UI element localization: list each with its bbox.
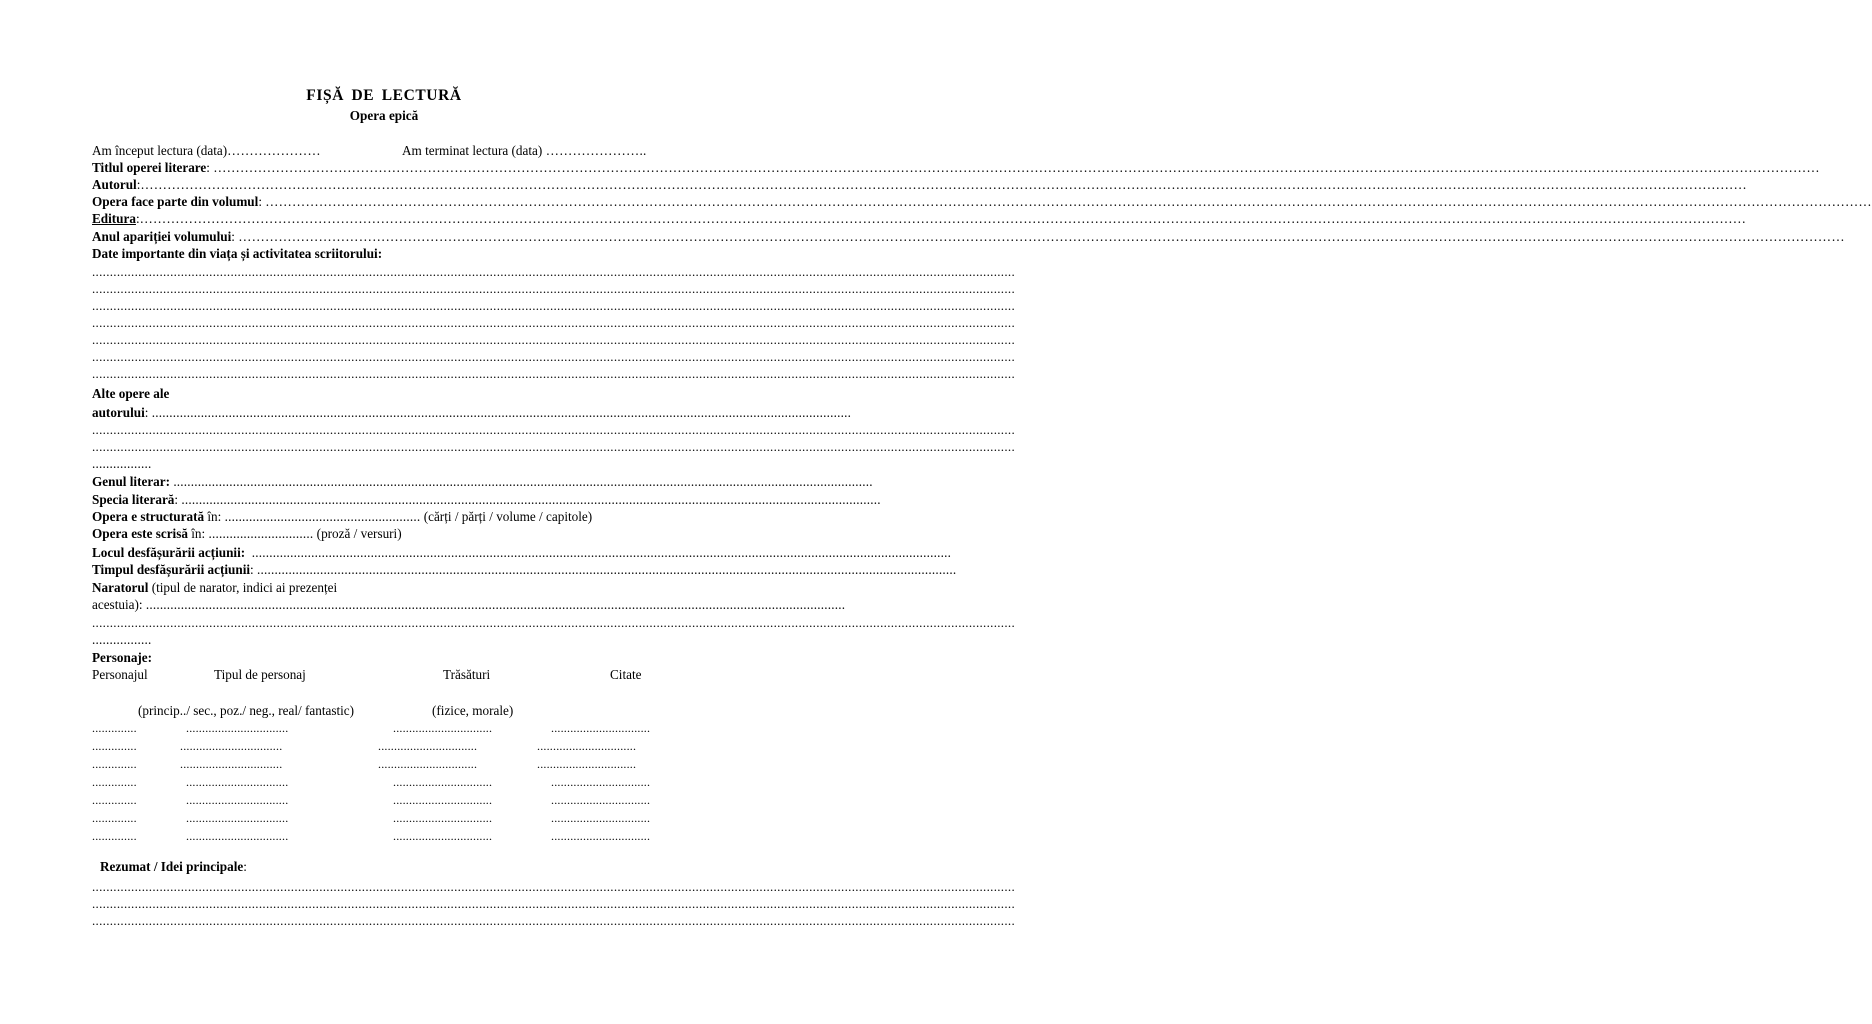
genre-label: Genul literar: [92, 474, 171, 489]
character-cell[interactable]: .............. [92, 739, 137, 753]
narrator-short-field[interactable]: ................. [92, 632, 152, 647]
quote-cell[interactable]: ............................... [551, 721, 651, 735]
narrator-label: Naratorul [92, 580, 149, 595]
traits-cell[interactable]: ............................... [393, 829, 493, 843]
author-field[interactable]: ……………………………………………………………………………………………………………………………………………………………………………………………………………………………………………………………………………………………………………………………… [140, 177, 1747, 192]
quote-cell[interactable]: ............................... [551, 775, 651, 789]
type-hint: (princip../ sec., poz./ neg., real/ fantastic) [138, 703, 355, 718]
column-traits: Trăsături [443, 667, 491, 682]
other-works-line: autorului: ........................................................................................................................................................................................................ [92, 405, 852, 420]
structure-line [92, 509, 592, 525]
traits-cell[interactable]: ............................... [393, 811, 493, 825]
quote-cell[interactable]: ............................... [551, 811, 651, 825]
type-cell[interactable]: ................................ [180, 739, 283, 753]
summary-heading: Rezumat / Idei principale: [100, 859, 247, 874]
traits-cell[interactable]: ............................... [393, 793, 493, 807]
end-date-label: Am terminat lectura (data) [402, 143, 543, 158]
written-hint: (proză / versuri) [313, 526, 402, 541]
structure-in: în: [204, 509, 225, 524]
species-label: Specia literară [92, 492, 175, 507]
year-label: Anul apariției volumului [92, 229, 232, 244]
written-in: în: [187, 526, 209, 541]
page-title: FIȘĂ DE LECTURĂ [306, 87, 462, 104]
written-label: Opera este scrisă [92, 526, 188, 541]
other-works-field[interactable]: ........................................................................................................................................................................................................ [151, 405, 852, 420]
narrator-extra-line[interactable]: .................................................................................................................................................................................................................................................................... [92, 615, 1015, 630]
bio-line[interactable]: .................................................................................................................................................................................................................................................................... [92, 264, 1015, 279]
summary-line[interactable]: .................................................................................................................................................................................................................................................................... [92, 896, 1015, 911]
title-field[interactable]: ……………………………………………………………………………………………………………………………………………………………………………………………………………………………………………………………………………………………………………………………… [213, 160, 1820, 175]
author-line: Autorul:……………………………………………………………………………………………………………………………………………………………………………………………………………………………………………………………………………………………………………………………… [92, 177, 1747, 192]
structure-label: Opera e structurată [92, 509, 205, 524]
traits-cell[interactable]: ............................... [393, 775, 493, 789]
type-cell[interactable]: ................................ [186, 811, 289, 825]
other-works-label: Alte opere ale [92, 386, 170, 401]
volume-line: Opera face parte din volumul: ……………………………………………………………………………………………………………………………………………………………………………………………………………………………………………………………………………………………………………………………… [92, 194, 1872, 209]
bio-line[interactable]: .................................................................................................................................................................................................................................................................... [92, 298, 1015, 313]
genre-field[interactable]: ........................................................................................................................................................................................................ [173, 474, 873, 489]
traits-cell[interactable]: ............................... [378, 739, 478, 753]
quote-cell[interactable]: ............................... [551, 829, 651, 843]
quote-cell[interactable]: ............................... [537, 739, 637, 753]
year-line: Anul apariției volumului: ……………………………………………………………………………………………………………………………………………………………………………………………………………………………………………………………………………………………………………………………… [92, 229, 1845, 244]
quote-cell[interactable]: ............................... [537, 757, 637, 771]
bio-line[interactable]: .................................................................................................................................................................................................................................................................... [92, 332, 1015, 347]
character-cell[interactable]: .............. [92, 793, 137, 807]
summary-label: Rezumat / Idei principale [100, 859, 244, 874]
written-field[interactable]: .............................. [208, 526, 314, 541]
bio-heading [92, 246, 676, 262]
structure-hint: (cărți / părți / volume / capitole) [420, 509, 593, 524]
end-date-field[interactable]: ………………….. [542, 143, 647, 158]
bio-line[interactable]: .................................................................................................................................................................................................................................................................... [92, 281, 1015, 296]
start-date-field[interactable]: ………………… [227, 143, 321, 158]
character-cell[interactable]: .............. [92, 811, 137, 825]
traits-cell[interactable]: ............................... [393, 721, 493, 735]
written-line [92, 526, 402, 542]
narrator-short-line [92, 632, 151, 648]
title-label: Titlul operei literare [92, 160, 207, 175]
start-date-label: Am început lectura (data) [92, 143, 228, 158]
place-line [92, 545, 952, 561]
species-field[interactable]: ........................................................................................................................................................................................................ [181, 492, 881, 507]
character-cell[interactable]: .............. [92, 775, 137, 789]
narrator-field[interactable]: ........................................................................................................................................................................................................ [145, 597, 846, 612]
character-cell[interactable]: .............. [92, 721, 137, 735]
type-cell[interactable]: ................................ [186, 775, 289, 789]
species-line: Specia literară: ........................................................................................................................................................................................................ [92, 492, 881, 507]
narrator-line-2 [92, 597, 846, 613]
summary-line[interactable]: .................................................................................................................................................................................................................................................................... [92, 913, 1015, 928]
time-line: Timpul desfășurării acțiunii: ........................................................................................................................................................................................................ [92, 562, 957, 577]
publisher-label: Editura [92, 211, 136, 226]
traits-hint: (fizice, morale) [432, 703, 514, 718]
character-cell[interactable]: .............. [92, 829, 137, 843]
title-line: Titlul operei literare: ……………………………………………………………………………………………………………………………………………………………………………………………………………………………………………………………………………………………………………………………… [92, 160, 1820, 175]
bio-label: Date importante din viața și activitatea scriitorului: [92, 246, 383, 261]
column-quotes: Citate [610, 667, 642, 682]
type-cell[interactable]: ................................ [186, 829, 289, 843]
other-works-extra-line[interactable]: .................................................................................................................................................................................................................................................................... [92, 439, 1015, 454]
volume-label: Opera face parte din volumul [92, 194, 259, 209]
narrator-hint-2: acestuia): [92, 597, 143, 612]
type-cell[interactable]: ................................ [180, 757, 283, 771]
publisher-line: Editura:……………………………………………………………………………………………………………………………………………………………………………………………………………………………………………………………………………………………………………………………… [92, 211, 1747, 226]
place-field[interactable]: ........................................................................................................................................................................................................ [251, 545, 952, 560]
type-cell[interactable]: ................................ [186, 793, 289, 807]
page-subtitle: Opera epică [349, 108, 419, 123]
other-works-short-field[interactable]: ................. [92, 456, 152, 471]
author-label: Autorul [92, 177, 137, 192]
bio-line[interactable]: .................................................................................................................................................................................................................................................................... [92, 366, 1015, 381]
time-field[interactable]: ........................................................................................................................................................................................................ [257, 562, 957, 577]
time-label: Timpul desfășurării acțiunii [92, 562, 251, 577]
reading-dates-line [92, 143, 321, 159]
bio-line[interactable]: .................................................................................................................................................................................................................................................................... [92, 349, 1015, 364]
end-date-group [402, 143, 646, 159]
characters-heading: Personaje: [92, 650, 153, 665]
publisher-field[interactable]: ……………………………………………………………………………………………………………………………………………………………………………………………………………………………………………………………………………………………………………………………… [139, 211, 1747, 226]
quote-cell[interactable]: ............................... [551, 793, 651, 807]
structure-field[interactable]: ........................................................ [224, 509, 421, 524]
volume-field[interactable]: ……………………………………………………………………………………………………………………………………………………………………………………………………………………………………………………………………………………………………………………………… [265, 194, 1872, 209]
narrator-hint: (tipul de narator, indici ai prezenței [148, 580, 338, 595]
traits-cell[interactable]: ............................... [378, 757, 478, 771]
column-type: Tipul de personaj [214, 667, 306, 682]
place-label: Locul desfășurării acțiunii: [92, 545, 246, 560]
other-works-heading [92, 386, 676, 402]
other-works-extra-line[interactable]: .................................................................................................................................................................................................................................................................... [92, 422, 1015, 437]
other-works-label-2: autorului [92, 405, 145, 420]
genre-line [92, 474, 873, 490]
narrator-line [92, 580, 337, 596]
other-works-short-line [92, 456, 151, 472]
character-cell[interactable]: .............. [92, 757, 137, 771]
bio-line[interactable]: .................................................................................................................................................................................................................................................................... [92, 315, 1015, 330]
summary-line[interactable]: .................................................................................................................................................................................................................................................................... [92, 879, 1015, 894]
column-character: Personajul [92, 667, 148, 682]
type-cell[interactable]: ................................ [186, 721, 289, 735]
year-field[interactable]: ……………………………………………………………………………………………………………………………………………………………………………………………………………………………………………………………………………………………………………………………… [238, 229, 1845, 244]
